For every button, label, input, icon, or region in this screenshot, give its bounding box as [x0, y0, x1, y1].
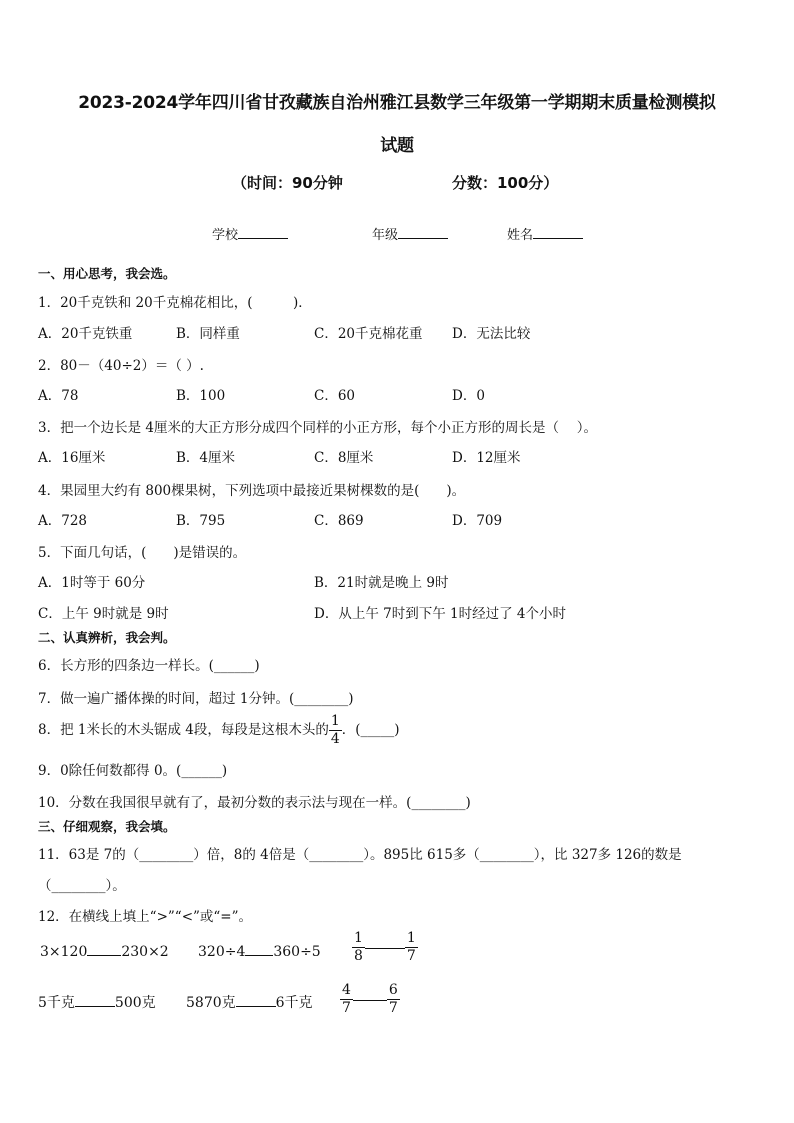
- compare-4-blank[interactable]: [75, 992, 115, 1007]
- compare-6: [340, 982, 400, 1017]
- grade-label: 年级: [372, 228, 399, 243]
- q3-option-d[interactable]: D．12厘米: [452, 450, 521, 466]
- q2-option-c[interactable]: C．60: [314, 388, 356, 404]
- grade-field[interactable]: [372, 224, 448, 243]
- compare-6-blank[interactable]: [353, 999, 387, 1001]
- q5-option-b[interactable]: B．21时就是晚上 9时: [314, 575, 449, 591]
- q8-fraction-numerator: 1: [330, 713, 340, 729]
- school-blank[interactable]: [238, 226, 288, 239]
- q8-fraction: [329, 713, 342, 748]
- compare-5-blank[interactable]: [236, 992, 276, 1007]
- page-title: 2023-2024学年四川省甘孜藏族自治州雅江县数学三年级第一学期期末质量检测模拟: [78, 93, 716, 113]
- compare-6-right-denominator: 7: [388, 1000, 398, 1016]
- q8-answer: ．(_____): [341, 722, 400, 738]
- question-2: 2．80－（40÷2）＝（ ）.: [38, 358, 204, 374]
- q3-option-b[interactable]: B．4厘米: [176, 450, 236, 466]
- compare-2: [198, 941, 321, 960]
- compare-4-right: 500克: [114, 995, 156, 1011]
- q1-option-a[interactable]: A．20千克铁重: [38, 326, 133, 342]
- compare-5: [186, 992, 313, 1012]
- compare-3-left-denominator: 8: [354, 948, 363, 964]
- exam-time: （时间：90分钟: [232, 174, 343, 192]
- compare-1-right: 230×2: [121, 944, 169, 960]
- q2-option-b[interactable]: B．100: [176, 388, 226, 404]
- question-10: 10．分数在我国很早就有了，最初分数的表示法与现在一样。(________): [38, 795, 471, 811]
- q5-option-d[interactable]: D．从上午 7时到下午 1时经过了 4个小时: [314, 606, 566, 622]
- compare-2-right: 360÷5: [273, 944, 321, 960]
- question-4: 4．果园里大约有 800棵果树，下列选项中最接近果树棵数的是( )。: [38, 483, 466, 499]
- question-8: [38, 713, 400, 748]
- q1-option-d[interactable]: D．无法比较: [452, 326, 531, 342]
- q2-option-a[interactable]: A．78: [38, 388, 79, 404]
- question-5: 5．下面几句话，( )是错误的。: [38, 545, 247, 561]
- compare-5-left: 5870克: [186, 995, 236, 1011]
- q4-option-c[interactable]: C．869: [314, 513, 364, 529]
- q8-text: 8．把 1米长的木头锯成 4段，每段是这根木头的: [38, 722, 329, 738]
- question-6: 6．长方形的四条边一样长。(______): [38, 658, 260, 674]
- compare-1-blank[interactable]: [87, 941, 121, 956]
- compare-4-left: 5千克: [38, 995, 75, 1011]
- question-7: 7．做一遍广播体操的时间，超过 1分钟。(________): [38, 691, 354, 707]
- q8-fraction-denominator: 4: [330, 731, 340, 747]
- exam-score: 分数：100分）: [452, 174, 559, 192]
- compare-3-right-denominator: 7: [406, 948, 416, 964]
- section-title-fill: 三、仔细观察，我会填。: [38, 819, 176, 834]
- compare-4: [38, 992, 156, 1012]
- grade-blank[interactable]: [398, 226, 448, 239]
- name-blank[interactable]: [533, 226, 583, 239]
- q3-option-c[interactable]: C．8厘米: [314, 450, 374, 466]
- question-9: 9．0除任何数都得 0。(______): [38, 763, 228, 779]
- school-label: 学校: [212, 228, 239, 243]
- compare-6-right-fraction: [387, 982, 400, 1017]
- compare-5-right: 6千克: [275, 995, 313, 1011]
- compare-3-left-numerator: 1: [354, 930, 363, 946]
- question-11: 11．63是 7的（________）倍，8的 4倍是（________）。895比 615多（________），比 327多 126的数是: [38, 847, 682, 863]
- compare-6-left-fraction: [340, 982, 353, 1017]
- compare-3: [352, 930, 418, 965]
- compare-2-left: 320÷4: [198, 944, 246, 960]
- question-11-cont: （________）。: [38, 878, 126, 894]
- section-title-judge: 二、认真辨析，我会判。: [38, 630, 176, 645]
- compare-3-right-numerator: 1: [406, 930, 416, 946]
- page-title-line2: 试题: [380, 136, 414, 156]
- q5-option-c[interactable]: C．上午 9时就是 9时: [38, 606, 169, 622]
- compare-3-blank[interactable]: [365, 947, 405, 949]
- question-3: 3．把一个边长是 4厘米的大正方形分成四个同样的小正方形，每个小正方形的周长是（ ）。: [38, 420, 598, 436]
- compare-2-blank[interactable]: [245, 941, 273, 956]
- compare-1-left: 3×120: [40, 944, 88, 960]
- q2-option-d[interactable]: D．0: [452, 388, 485, 404]
- q4-option-d[interactable]: D．709: [452, 513, 503, 529]
- compare-1: [40, 941, 169, 960]
- compare-6-left-denominator: 7: [342, 1000, 351, 1016]
- question-12: 12．在横线上填上“>”“<”或“=”。: [38, 909, 253, 925]
- section-title-choice: 一、用心思考，我会选。: [38, 266, 176, 281]
- compare-6-right-numerator: 6: [388, 982, 398, 998]
- compare-6-left-numerator: 4: [342, 982, 351, 998]
- q1-option-c[interactable]: C．20千克棉花重: [314, 326, 423, 342]
- q4-option-b[interactable]: B．795: [176, 513, 226, 529]
- q5-option-a[interactable]: A．1时等于 60分: [38, 575, 146, 591]
- compare-3-right-fraction: [405, 930, 418, 965]
- q1-option-b[interactable]: B．同样重: [176, 326, 240, 342]
- q3-option-a[interactable]: A．16厘米: [38, 450, 106, 466]
- question-1: 1．20千克铁和 20千克棉花相比，( )．: [38, 295, 312, 311]
- school-field[interactable]: [212, 224, 288, 243]
- q4-option-a[interactable]: A．728: [38, 513, 88, 529]
- compare-3-left-fraction: [352, 930, 365, 965]
- name-label: 姓名: [507, 228, 534, 243]
- name-field[interactable]: [507, 224, 583, 243]
